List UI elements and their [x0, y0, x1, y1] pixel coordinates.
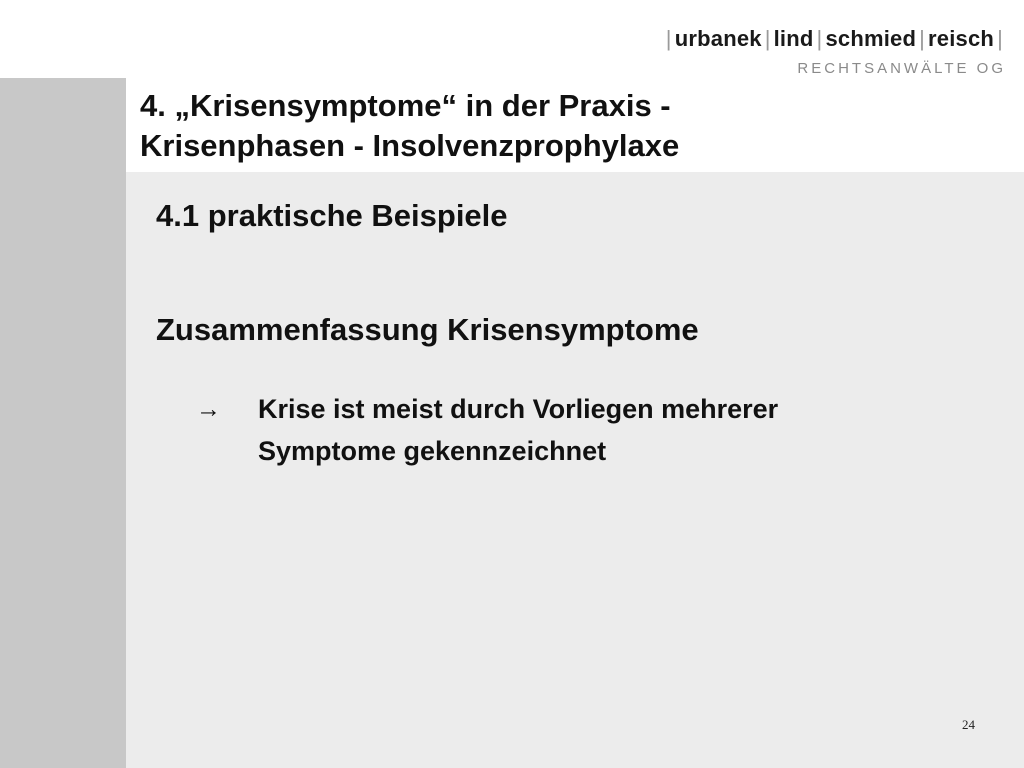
page-number: 24: [962, 717, 975, 732]
bullet-text: [258, 388, 958, 472]
logo-separator: |: [997, 26, 1003, 51]
slide-title-line-1: 4. „Krisensymptome“ in der Praxis -: [140, 88, 671, 123]
slide-title: [140, 86, 860, 166]
slide-title-line-2: Krisenphasen - Insolvenzprophylaxe: [140, 128, 680, 163]
bullet-text-line-1: Krise ist meist durch Vorliegen mehrerer: [258, 394, 779, 424]
logo-separator: |: [764, 26, 771, 51]
bullet-text-line-2: Symptome gekennzeichnet: [258, 436, 607, 466]
arrow-right-icon: →: [196, 395, 221, 423]
logo-name-schmied: schmied: [825, 26, 917, 51]
logo-name-urbanek: urbanek: [674, 26, 762, 51]
section-subtitle: 4.1 praktische Beispiele: [156, 198, 508, 233]
summary-heading: Zusammenfassung Krisensymptome: [156, 312, 699, 347]
logo-names: [663, 26, 1006, 52]
left-sidebar-bar: [0, 78, 126, 768]
logo-separator: |: [919, 26, 926, 51]
logo-separator: |: [816, 26, 823, 51]
logo-name-reisch: reisch: [928, 26, 995, 51]
firm-logo: [663, 26, 1006, 77]
logo-separator: |: [665, 26, 672, 51]
logo-name-lind: lind: [773, 26, 814, 51]
logo-subtitle: RECHTSANWÄLTE OG: [797, 60, 1006, 77]
